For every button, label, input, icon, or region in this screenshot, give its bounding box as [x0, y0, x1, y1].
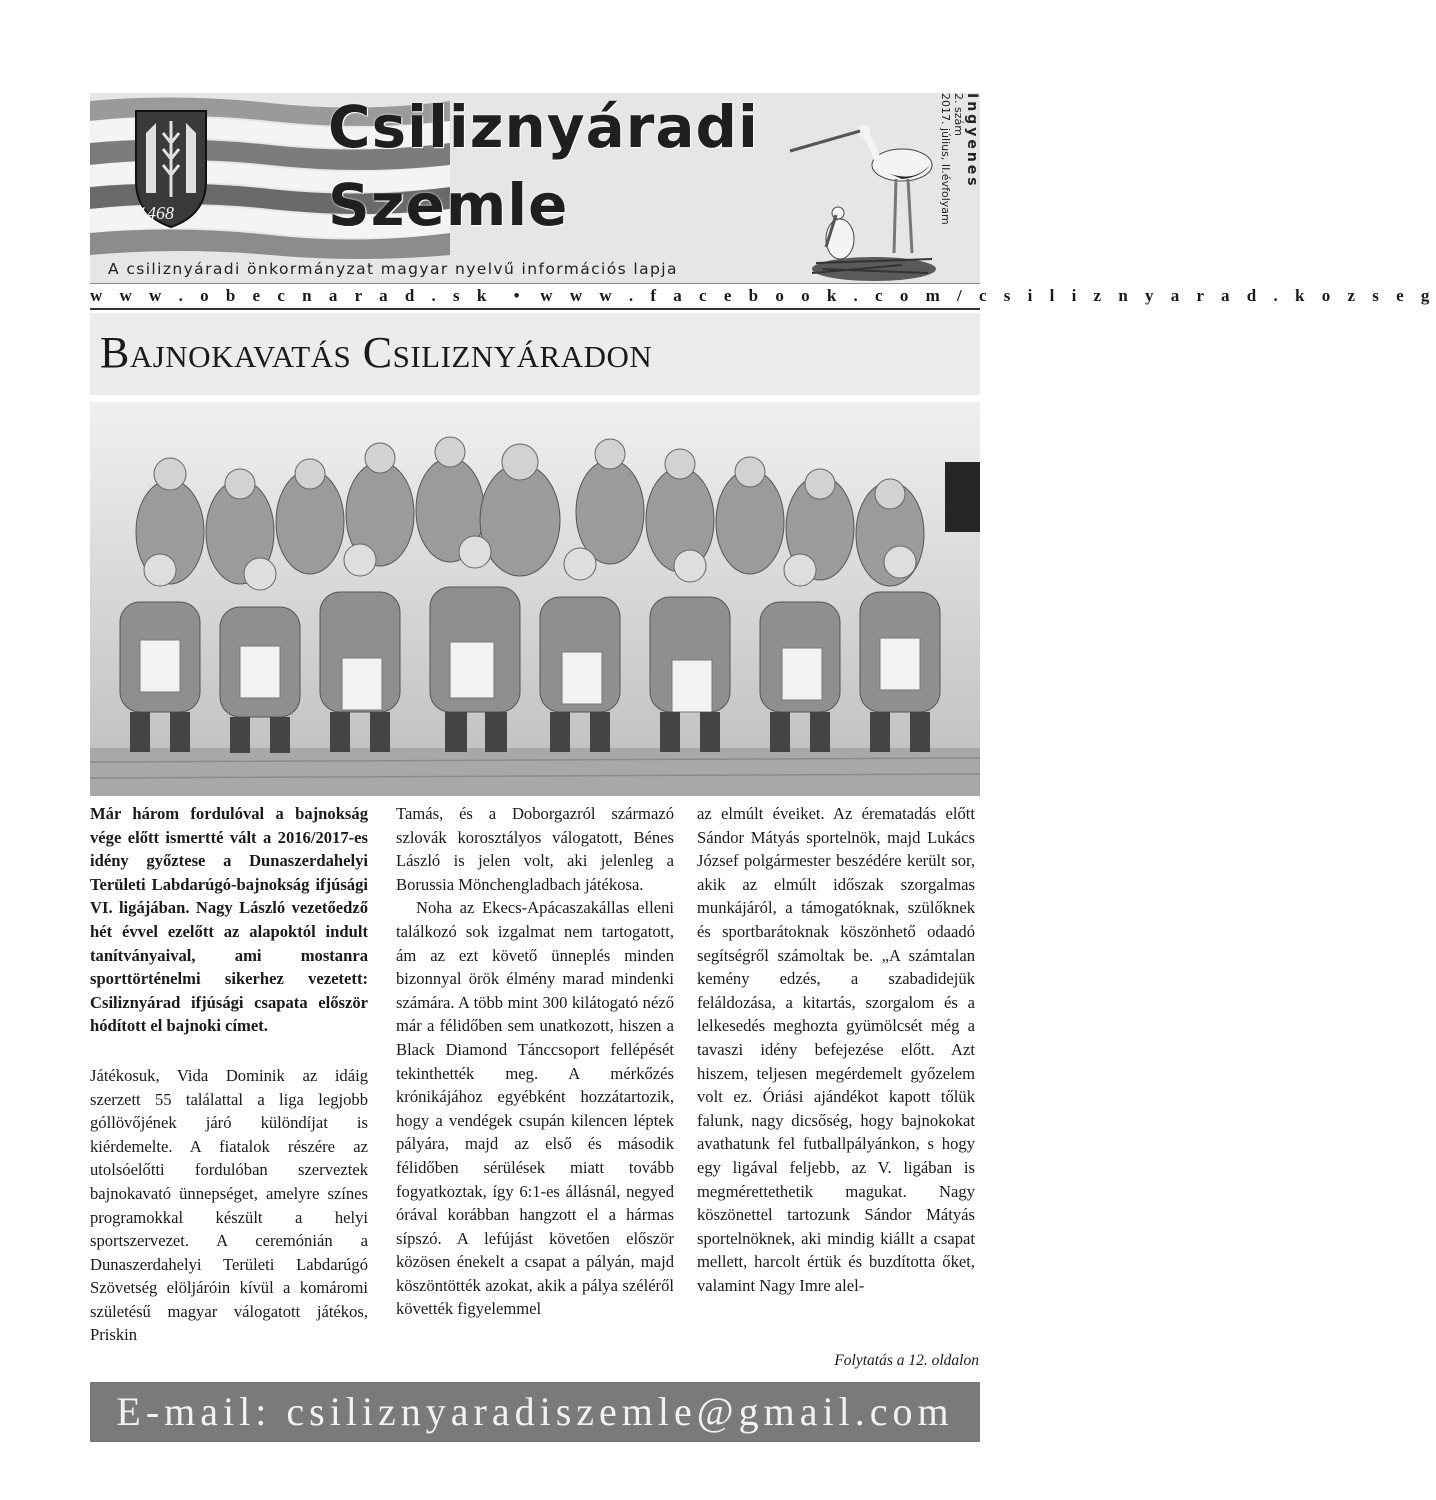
masthead-title-line2: Szemle — [328, 171, 569, 239]
coat-year: 1468 — [138, 203, 174, 223]
article-paragraph: az elmúlt éveiket. Az érematadás előtt Sándor Mátyás sportelnök, majd Lukács József polgármester beszédére került sor, akik az elmúlt időszak szorgalmas munkájáról, a támogatóknak, szülőknek és sportbarátoknak köszönhető odaadó segítségről számoltak be. „A számtalan kemény edzés, a szabadidejük feláldozása, a kitartás, szorgalom és a lelkesedés meghozta gyümölcsét még a tavaszi idény befejezése előtt. Azt hiszem, teljesen megérdemelt győzelem volt ez. Óriási ajándékot kapott tőlük falunk, nagy dicsőség, hogy bajnokokat avathatunk fel futballpályánkon, s hogy egy ligával feljebb, az V. ligában is megmérettethetik magukat. Nagy köszönettel tartozunk Sándor Mátyás sportelnöknek, aki mindig kiállt a csapat mellett, harcolt értük és buzdította őket, valamint Nagy Imre alel- — [697, 804, 975, 1295]
article-column-3 — [697, 802, 975, 1297]
article-lead: Már három fordulóval a bajnokság vége előtt ismertté vált a 2016/2017-es idény győztese a Dunaszerdahelyi Területi Labdarúgó-bajnokság ifjúsági VI. ligájában. Nagy László vezetőedző hét évvel ezelőtt az alapoktól indult tanítványaival, ami mostanra sporttörténelmi sikerhez vezetett: Csiliznyárad ifjúsági csapata először hódított el bajnoki címet. — [90, 804, 368, 1036]
website-link[interactable]: w w w . o b e c n a r a d . s k — [90, 286, 493, 305]
team-photo — [90, 402, 980, 796]
article-paragraph: Noha az Ekecs-Apácaszakállas elleni találkozó sok izgalmat nem tartogatott, ám az ezt követő ünneplés minden bizonnyal örök élmény marad mindenki számára. A több mint 300 kilátogató néző már a félidőben sem unatkozott, hiszen a Black Diamond Tánccsoport fellépését tekinthették meg. A mérkőzés krónikájához egyébként hozzátartozik, hogy a vendégek csupán kilencen léptek pályára, majd az első és második félidőben sérülések miatt tovább fogyatkoztak, így 6:1-es állásnál, negyed órával korábban hangzott el a hármas sípszó. A lefújást követően először közösen énekelt a csapat a pályán, majd köszöntötték azokat, akik a pálya széléről követték figyelemmel — [396, 898, 674, 1319]
issue-date: 2017. július, II.évfolyam — [939, 93, 952, 225]
article-column-1 — [90, 802, 368, 1347]
article-headline: Bajnokavatás Csiliznyáradon — [100, 328, 653, 377]
issue-free-label: Ingyenes — [964, 93, 980, 189]
links-bar — [90, 283, 1436, 310]
masthead-title-line1: Csiliznyáradi — [328, 93, 759, 161]
storks-nest-image — [782, 103, 942, 283]
email-bar[interactable]: E-mail: csiliznyaradiszemle@gmail.com — [90, 1382, 980, 1442]
facebook-link[interactable]: w w w . f a c e b o o k . c o m / c s i l i z n y a r a d . k o z s e g — [540, 286, 1436, 305]
masthead — [90, 93, 980, 283]
links-separator: • — [513, 286, 520, 305]
issue-number: 2. szám — [952, 93, 965, 136]
article-paragraph: Tamás, és a Doborgazról származó szlovák korosztályos válogatott, Bénes László is jelen volt, aki jelenleg a Borussia Mönchengladbach játékosa. — [396, 804, 674, 894]
article-paragraph: Játékosuk, Vida Dominik az idáig szerzett 55 találattal a liga legjobb góllövőjének járó különdíjat is kiérdemelte. A fiatalok részére az utolsóelőtti fordulóban szerveztek bajnokavató ünnepséget, amelyre színes programokkal készült a helyi sportszervezet. A ceremónián a Dunaszerdahelyi Területi Labdarúgó Szövetség elöljáróin kívül a komáromi születésű magyar válogatott játékos, Priskin — [90, 1065, 368, 1345]
headline-band — [90, 313, 980, 395]
continued-note: Folytatás a 12. oldalon — [834, 1352, 979, 1369]
masthead-tagline: A csiliznyáradi önkormányzat magyar nyelvű információs lapja — [108, 260, 678, 278]
article-column-2 — [396, 802, 674, 1321]
issue-info — [928, 93, 978, 243]
